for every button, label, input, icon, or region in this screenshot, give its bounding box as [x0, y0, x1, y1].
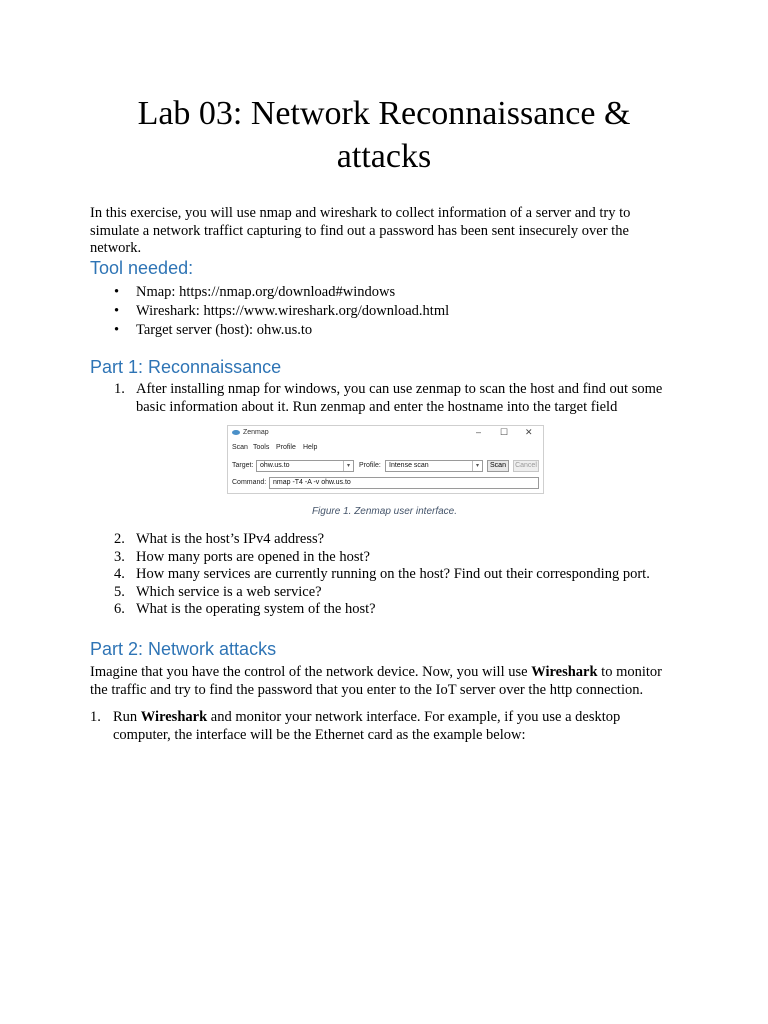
- question-number: 5.: [114, 583, 125, 600]
- tool-needed-heading: Tool needed:: [90, 258, 194, 278]
- target-value: ohw.us.to: [260, 462, 290, 469]
- intro-paragraph: In this exercise, you will use nmap and wireshark to collect information of a server and try to simulate a network traffict capturing to find out a password has been sent insecurely over the network.: [90, 205, 631, 256]
- question-number: 3.: [114, 548, 125, 565]
- part2-heading: Part 2: Network attacks: [90, 639, 277, 659]
- zenmap-titlebar: [228, 426, 543, 440]
- part1-step-1: [114, 381, 676, 416]
- wireshark-emphasis: Wireshark: [531, 664, 598, 680]
- close-icon[interactable]: ✕: [525, 427, 533, 437]
- page-title: Lab 03: Network Reconnaissance & attacks: [137, 95, 631, 175]
- step-number: 1.: [90, 709, 101, 725]
- menu-help[interactable]: Help: [303, 444, 318, 451]
- minimize-icon[interactable]: –: [476, 427, 482, 437]
- menu-profile[interactable]: Profile: [276, 444, 296, 451]
- wireshark-emphasis: Wireshark: [140, 709, 208, 725]
- part2-step-1: [90, 709, 680, 744]
- part2-intro-paragraph: [90, 664, 680, 699]
- question-item: [114, 601, 676, 619]
- part2-step-list: [90, 709, 680, 744]
- tool-item-wireshark: • Wireshark: https://www.wireshark.org/download.html: [90, 302, 449, 321]
- target-label: Target:: [232, 462, 254, 469]
- maximize-icon[interactable]: ☐: [500, 427, 509, 437]
- zenmap-logo-icon: [232, 430, 240, 435]
- question-number: 4.: [114, 566, 125, 582]
- question-number: 6.: [114, 601, 125, 617]
- question-item: [114, 548, 676, 567]
- zenmap-window-title: Zenmap: [243, 429, 269, 436]
- question-item: [114, 583, 676, 602]
- command-input[interactable]: nmap -T4 -A -v ohw.us.to: [269, 477, 539, 489]
- question-text: How many services are currently running on the host? Find out their corresponding port.: [136, 566, 650, 582]
- part1-heading: Part 1: Reconnaissance: [90, 357, 282, 377]
- profile-select[interactable]: [385, 460, 483, 472]
- tool-item-nmap: • Nmap: https://nmap.org/download#windows: [90, 283, 449, 302]
- step-text: After installing nmap for windows, you can use zenmap to scan the host and find out some basic information about it. Run zenmap and enter the hostname into the target field: [136, 381, 663, 415]
- menu-tools[interactable]: Tools: [253, 444, 270, 451]
- question-text: How many ports are opened in the host?: [136, 548, 370, 565]
- profile-value: Intense scan: [389, 462, 429, 469]
- question-item: [114, 566, 676, 584]
- question-number: 2.: [114, 531, 125, 547]
- cancel-button[interactable]: Cancel: [513, 460, 539, 472]
- part1-question-list: [114, 531, 676, 619]
- question-text: Which service is a web service?: [136, 583, 322, 600]
- question-item: [114, 531, 676, 549]
- tool-list: [90, 283, 449, 340]
- question-text: What is the host’s IPv4 address?: [136, 531, 325, 547]
- target-input[interactable]: [256, 460, 354, 472]
- scan-button[interactable]: Scan: [487, 460, 509, 472]
- command-label: Command:: [232, 479, 267, 486]
- chevron-down-icon[interactable]: ▾: [343, 461, 353, 471]
- figure-caption: Figure 1. Zenmap user interface.: [311, 506, 458, 517]
- profile-label: Profile:: [359, 462, 381, 469]
- tool-item-target-server: • Target server (host): ohw.us.to: [90, 321, 449, 340]
- intro-text-end: to monitor the traffic and try to find the password that you enter to the IoT server over the http connection.: [90, 664, 662, 698]
- part1-step-list: [114, 381, 676, 416]
- zenmap-screenshot: [227, 425, 544, 494]
- step-text-start: Run: [113, 709, 141, 725]
- menu-scan[interactable]: Scan: [232, 444, 248, 451]
- step-number: 1.: [114, 381, 125, 397]
- chevron-down-icon[interactable]: ▾: [472, 461, 482, 471]
- question-text: What is the operating system of the host?: [136, 601, 376, 617]
- intro-text-start: Imagine that you have the control of the network device. Now, you will use: [90, 664, 532, 680]
- step-text-end: and monitor your network interface. For example, if you use a desktop computer, the interface will be the Ethernet card as the example below:: [113, 709, 621, 743]
